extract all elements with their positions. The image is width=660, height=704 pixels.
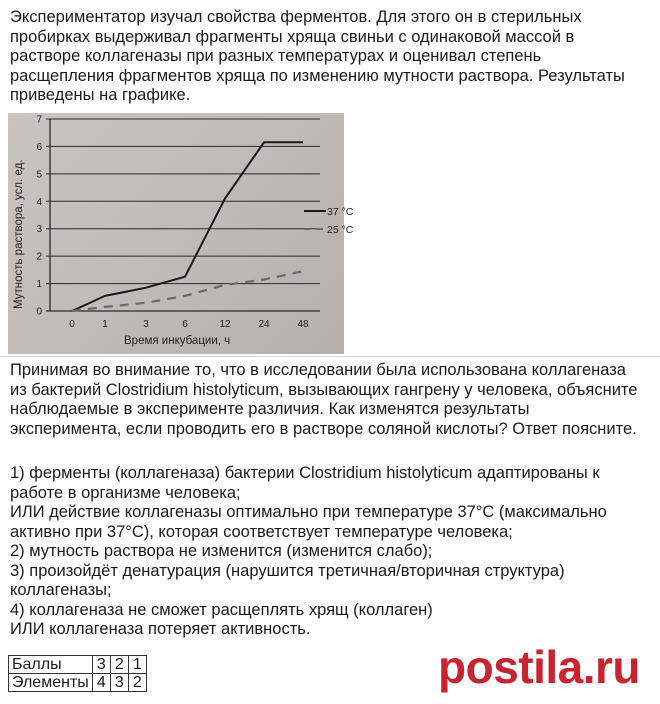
- series-line-25c: [72, 271, 303, 311]
- y-tick-labels: [36, 115, 42, 318]
- question-paragraph: Принимая во внимание то, что в исследовании была использована коллагеназа из бактерий Clostridium histolyticum, вызывающих гангрену у человека, объясните наблюдаемые в эксперименте различия. Как изменятся результаты эксперимента, если проводить его в растворе соляной кислоты? Ответ поясните.: [10, 361, 638, 438]
- turbidity-chart: [8, 113, 354, 354]
- elements-row-label: Элементы: [9, 674, 93, 692]
- y-tick-label: 7: [36, 114, 42, 126]
- y-tick-label: 2: [36, 251, 42, 263]
- y-tick-label: 5: [36, 169, 42, 181]
- x-tick-label: 12: [219, 319, 231, 330]
- x-tick-label: 6: [182, 319, 188, 330]
- y-tick-label: 3: [36, 224, 42, 236]
- x-tick-label: 1: [102, 319, 108, 330]
- x-tick-label: 24: [258, 319, 270, 330]
- score-table: [8, 655, 147, 692]
- score-cell: 2: [110, 656, 128, 674]
- chart-photo: [8, 113, 354, 354]
- watermark-logo: postila.ru: [438, 641, 641, 693]
- elements-cell: 3: [110, 674, 128, 692]
- legend-label: 25 °С: [327, 224, 354, 236]
- series-line-37c: [72, 142, 303, 311]
- x-tick-label: 0: [69, 319, 75, 330]
- y-tick-label: 0: [36, 306, 42, 318]
- y-tick-label: 6: [36, 141, 42, 153]
- section-divider: [0, 356, 660, 357]
- elements-cell: 2: [128, 674, 146, 692]
- legend: [304, 206, 354, 236]
- y-tick-label: 4: [36, 196, 42, 208]
- x-tick-label: 48: [297, 319, 309, 330]
- elements-row: [9, 674, 147, 692]
- series-lines: [72, 142, 303, 311]
- y-tick-label: 1: [36, 279, 42, 291]
- elements-cell: 4: [92, 674, 110, 692]
- answer-paragraph: 1) ферменты (коллагеназа) бактерии Clostridium histolyticum адаптированы к работе в организме человека; ИЛИ действие коллагеназы оптимально при температуре 37°С (максимально активно при 37°С), которая соответствует температуре человека; 2) мутность раствора не изменится (изменится слабо); 3) произойдёт денатурация (нарушится третичная/вторичная структура) коллагеназы; 4) коллагеназа не сможет расщеплять хрящ (коллаген) ИЛИ коллагеназа потеряет активность.: [10, 464, 607, 638]
- x-axis-label: Время инкубации, ч: [124, 335, 231, 347]
- score-cell: 3: [92, 656, 110, 674]
- intro-paragraph: Экспериментатор изучал свойства ферментов. Для этого он в стерильных пробирках выдерживал фрагменты хряща свиньи с одинаковой массой в растворе коллагеназы при разных температурах и оценивал степень расщепления фрагментов хряща по изменению мутности раствора. Результаты приведены на графике.: [10, 8, 625, 104]
- legend-label: 37 °С: [327, 206, 354, 218]
- x-tick-labels: [69, 319, 309, 330]
- grid: [46, 119, 320, 311]
- score-cell: 1: [128, 656, 146, 674]
- score-row-label: Баллы: [9, 656, 93, 674]
- score-row: [9, 656, 147, 674]
- x-tick-label: 3: [143, 319, 149, 330]
- y-axis-label: Мутность раствора, усл. ед.: [13, 159, 25, 309]
